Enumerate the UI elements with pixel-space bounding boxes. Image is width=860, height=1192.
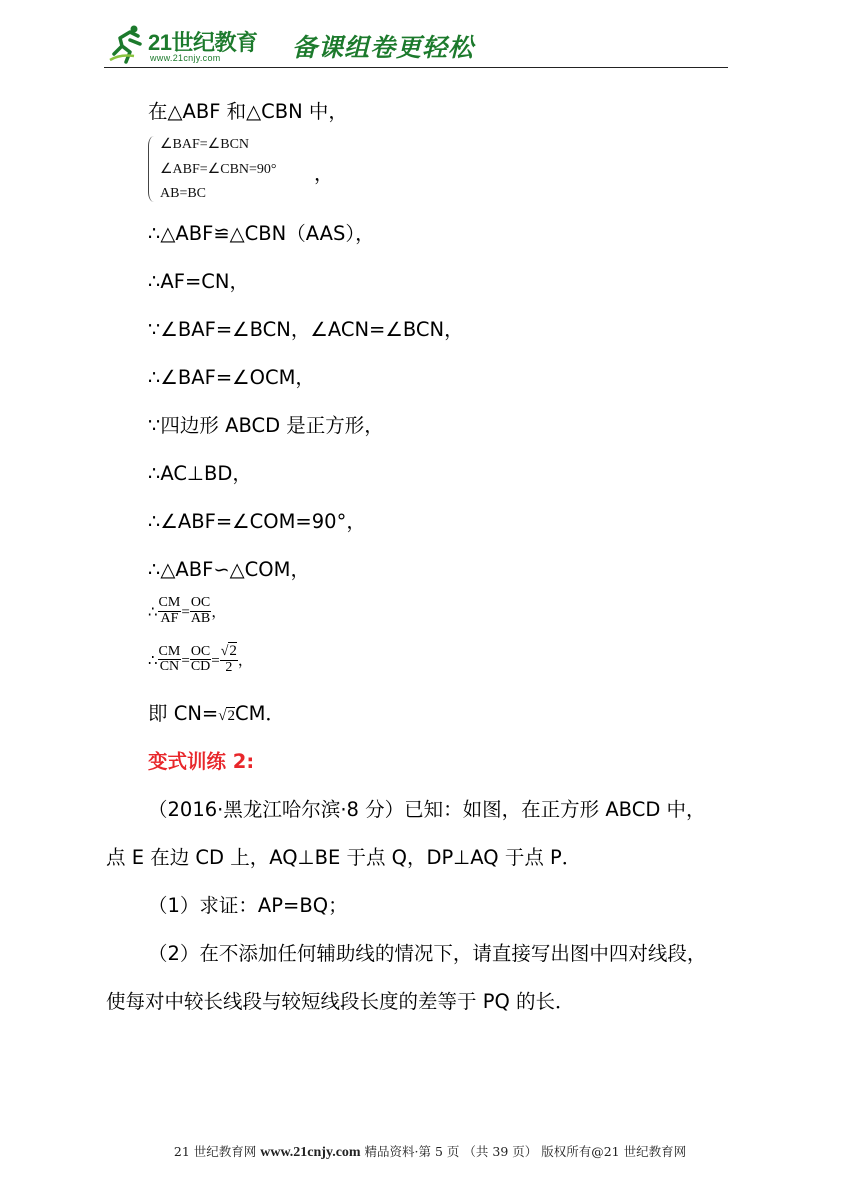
therefore-symbol: ∴	[148, 604, 158, 621]
problem-text: 点 E 在边 CD 上，AQ⊥BE 于点 Q，DP⊥AQ 于点 P．	[106, 846, 582, 869]
problem-text: （2）在不添加任何辅助线的情况下，请直接写出图中四对线段，	[148, 942, 707, 965]
fraction-line: ∴ $\frac{CM}{AF}$ = $\frac{OC}{AB}$ ，	[148, 595, 227, 626]
fraction: $\frac{√2}{2}$	[220, 643, 237, 675]
fraction: $\frac{CM}{CN}$	[158, 643, 181, 675]
proof-line: ∴AC⊥BD，	[148, 462, 252, 485]
fraction: $\frac{OC}{AB}$	[190, 595, 211, 626]
header-divider	[104, 67, 728, 68]
proof-line: ∴△ABF≌△CBN（AAS），	[148, 222, 375, 245]
problem-text: （2016·黑龙江哈尔滨·8 分）已知：如图，在正方形 ABCD 中，	[148, 798, 706, 821]
section-title: 变式训练 2:	[148, 750, 255, 773]
system-row: ∠ABF=∠CBN=90°	[160, 162, 277, 177]
fraction-line: ∴ $\frac{CM}{CN}$ = $\frac{OC}{CD}$ = $\frac{√2}{2}$ ，	[148, 643, 253, 675]
fraction: $\frac{OC}{CD}$	[190, 643, 211, 675]
system-comma: ，	[314, 162, 334, 185]
brand-url: www.21cnjy.com	[150, 53, 221, 63]
therefore-symbol: ∴	[148, 653, 158, 670]
proof-line: ∵∠BAF=∠BCN，∠ACN=∠BCN，	[148, 318, 464, 341]
proof-line: ∴∠ABF=∠COM=90°，	[148, 510, 366, 533]
proof-line: 即 CN=√2CM．	[148, 702, 285, 725]
sqrt-symbol: √	[218, 708, 227, 724]
proof-line: ∵四边形 ABCD 是正方形，	[148, 414, 384, 437]
proof-line: ∴△ABF∽△COM，	[148, 558, 310, 581]
page-header	[104, 22, 730, 70]
problem-text: 使每对中较长线段与较短线段长度的差等于 PQ 的长．	[106, 990, 575, 1013]
footer-site: 21 世纪教育网	[173, 1144, 261, 1159]
footer-url[interactable]: www.21cnjy.com	[260, 1145, 361, 1160]
brand-name: 21世纪教育	[148, 30, 258, 55]
system-row: AB=BC	[160, 186, 207, 201]
equation-system	[148, 134, 318, 206]
footer-page-info: 精品资料·第 5 页 （共 39 页） 版权所有@21 世纪教育网	[360, 1144, 687, 1159]
brand-slogan: 备课组卷更轻松	[292, 33, 475, 62]
proof-line: ∴∠BAF=∠OCM，	[148, 366, 315, 389]
runner-logo-icon	[108, 24, 148, 64]
left-brace	[148, 136, 157, 202]
fraction: $\frac{CM}{AF}$	[158, 595, 181, 626]
page-footer	[0, 1142, 860, 1161]
problem-text: （1）求证：AP=BQ；	[148, 894, 348, 917]
proof-line: ∴AF=CN，	[148, 270, 250, 293]
proof-line: 在△ABF 和△CBN 中，	[148, 100, 348, 123]
system-row: ∠BAF=∠BCN	[160, 137, 250, 152]
